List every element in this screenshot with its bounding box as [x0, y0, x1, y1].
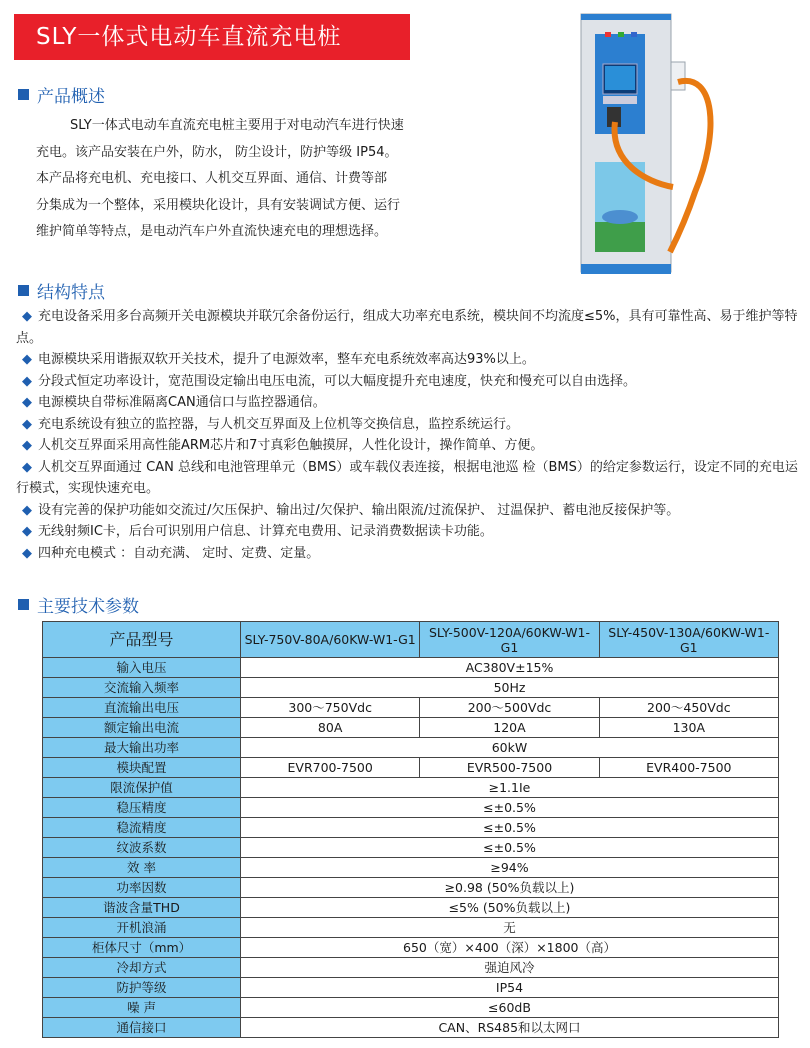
section-square-icon [18, 89, 29, 100]
table-row [43, 898, 779, 918]
row-label: 输入电压 [43, 658, 241, 678]
table-cell: 200～500Vdc [420, 698, 599, 718]
table-cell: ≤±0.5% [241, 798, 779, 818]
table-row [43, 798, 779, 818]
table-row [43, 958, 779, 978]
table-cell: 强迫风冷 [241, 958, 779, 978]
row-label: 防护等级 [43, 978, 241, 998]
row-label: 纹波系数 [43, 838, 241, 858]
table-header-row [43, 622, 779, 658]
row-label: 冷却方式 [43, 958, 241, 978]
diamond-bullet-icon: ◆ [22, 459, 32, 475]
table-cell: EVR400-7500 [599, 758, 778, 778]
table-cell: EVR700-7500 [241, 758, 420, 778]
table-cell: EVR500-7500 [420, 758, 599, 778]
diamond-bullet-icon: ◆ [22, 416, 32, 432]
section-header-overview [18, 82, 105, 106]
section-square-icon [18, 285, 29, 296]
row-label: 谐波含量THD [43, 898, 241, 918]
row-label: 通信接口 [43, 1018, 241, 1038]
table-cell: ≤±0.5% [241, 838, 779, 858]
feature-item: ◆ 无线射频IC卡，后台可识别用户信息、计算充电费用、记录消费数据读卡功能。 [16, 521, 800, 543]
overview-line: 分集成为一个整体，采用模块化设计，具有安装调试方便、运行 [36, 197, 401, 213]
table-cell: 60kW [241, 738, 779, 758]
row-label: 稳流精度 [43, 818, 241, 838]
table-cell: 300～750Vdc [241, 698, 420, 718]
charging-pile-image [575, 12, 725, 278]
diamond-bullet-icon: ◆ [22, 524, 32, 539]
table-row [43, 878, 779, 898]
overview-line: 维护简单等特点，是电动汽车户外直流快速充电的理想选择。 [36, 224, 388, 239]
feature-item: ◆ 电源模块采用谐振双软开关技术，提升了电源效率，整车充电系统效率高达93%以上。 [16, 349, 800, 371]
table-cell: ≥0.98 (50%负载以上) [241, 878, 779, 898]
diamond-bullet-icon: ◆ [22, 373, 32, 389]
feature-item: ◆ 分段式恒定功率设计，宽范围设定输出电压电流，可以大幅度提升充电速度，快充和慢充可以自由选择。 [16, 371, 800, 393]
row-label: 额定输出电流 [43, 718, 241, 738]
row-label: 限流保护值 [43, 778, 241, 798]
feature-item: ◆ 设有完善的保护功能如交流过/欠压保护、输出过/欠保护、输出限流/过流保护、 过温保护、蓄电池反接保护等。 [16, 500, 800, 522]
feature-item: ◆ 充电系统设有独立的监控器，与人机交互界面及上位机等交换信息，监控系统运行。 [16, 414, 800, 436]
row-label: 噪 声 [43, 998, 241, 1018]
page-title: SLY一体式电动车直流充电桩 [36, 24, 342, 50]
row-label: 柜体尺寸（mm） [43, 938, 241, 958]
table-row [43, 918, 779, 938]
table-row [43, 678, 779, 698]
table-row [43, 758, 779, 778]
table-row [43, 838, 779, 858]
features-list [16, 306, 800, 564]
table-row [43, 778, 779, 798]
section-title-overview: 产品概述 [37, 86, 105, 107]
table-cell: CAN、RS485和以太网口 [241, 1018, 779, 1038]
page-title-banner [14, 14, 410, 60]
header-model: SLY-500V-120A/60KW-W1-G1 [420, 622, 599, 658]
row-label: 直流输出电压 [43, 698, 241, 718]
overview-text [36, 113, 466, 246]
feature-item: ◆ 充电设备采用多台高频开关电源模块并联冗余备份运行，组成大功率充电系统，模块间不均流度≤5%，具有可靠性高、易于维护等特点。 [16, 306, 800, 349]
overview-line: 本产品将充电机、充电接口、人机交互界面、通信、计费等部 [36, 171, 388, 186]
row-label: 最大输出功率 [43, 738, 241, 758]
diamond-bullet-icon: ◆ [22, 502, 32, 518]
diamond-bullet-icon: ◆ [22, 309, 32, 324]
table-cell: AC380V±15% [241, 658, 779, 678]
table-row [43, 978, 779, 998]
section-title-features: 结构特点 [37, 282, 105, 303]
row-label: 开机浪涌 [43, 918, 241, 938]
overview-line: 充电。该产品安装在户外，防水， 防尘设计，防护等级 IP54。 [36, 144, 398, 160]
table-row [43, 938, 779, 958]
header-model: SLY-450V-130A/60KW-W1-G1 [599, 622, 778, 658]
header-model: SLY-750V-80A/60KW-W1-G1 [241, 622, 420, 658]
table-cell: 650（宽）×400（深）×1800（高） [241, 938, 779, 958]
table-row [43, 718, 779, 738]
row-label: 效 率 [43, 858, 241, 878]
section-header-features [18, 278, 105, 302]
row-label: 交流输入频率 [43, 678, 241, 698]
table-cell: ≤60dB [241, 998, 779, 1018]
diamond-bullet-icon: ◆ [22, 395, 32, 410]
feature-item: ◆ 四种充电模式 ：自动充满、 定时、定费、定量。 [16, 543, 800, 565]
diamond-bullet-icon: ◆ [22, 545, 32, 561]
table-row [43, 1018, 779, 1038]
table-cell: ≥94% [241, 858, 779, 878]
table-cell: 120A [420, 718, 599, 738]
table-cell: ≤5% (50%负载以上) [241, 898, 779, 918]
spec-table [42, 621, 779, 1038]
row-label: 稳压精度 [43, 798, 241, 818]
table-cell: ≤±0.5% [241, 818, 779, 838]
table-row [43, 858, 779, 878]
table-row [43, 738, 779, 758]
table-row [43, 818, 779, 838]
table-cell: 130A [599, 718, 778, 738]
feature-item: ◆ 人机交互界面采用高性能ARM芯片和7寸真彩色触摸屏，人性化设计，操作简单、方便。 [16, 435, 800, 457]
row-label: 模块配置 [43, 758, 241, 778]
feature-item: ◆ 人机交互界面通过 CAN 总线和电池管理单元（BMS）或车载仪表连接，根据电池巡 检（BMS）的给定参数运行，设定不同的充电运行模式，实现快速充电。 [16, 457, 800, 500]
table-row [43, 658, 779, 678]
table-row [43, 698, 779, 718]
diamond-bullet-icon: ◆ [22, 438, 32, 453]
feature-item: ◆ 电源模块自带标准隔离CAN通信口与监控器通信。 [16, 392, 800, 414]
header-model-label: 产品型号 [43, 622, 241, 658]
table-cell: 50Hz [241, 678, 779, 698]
table-cell: ≥1.1Ie [241, 778, 779, 798]
row-label: 功率因数 [43, 878, 241, 898]
diamond-bullet-icon: ◆ [22, 352, 32, 367]
section-title-specs: 主要技术参数 [37, 596, 139, 617]
section-header-specs [18, 592, 139, 616]
section-square-icon [18, 599, 29, 610]
table-row [43, 998, 779, 1018]
overview-line: SLY一体式电动车直流充电桩主要用于对电动汽车进行快速 [70, 118, 404, 133]
table-cell: 无 [241, 918, 779, 938]
table-cell: 80A [241, 718, 420, 738]
table-cell: 200～450Vdc [599, 698, 778, 718]
spec-table-body [43, 658, 779, 1038]
table-cell: IP54 [241, 978, 779, 998]
